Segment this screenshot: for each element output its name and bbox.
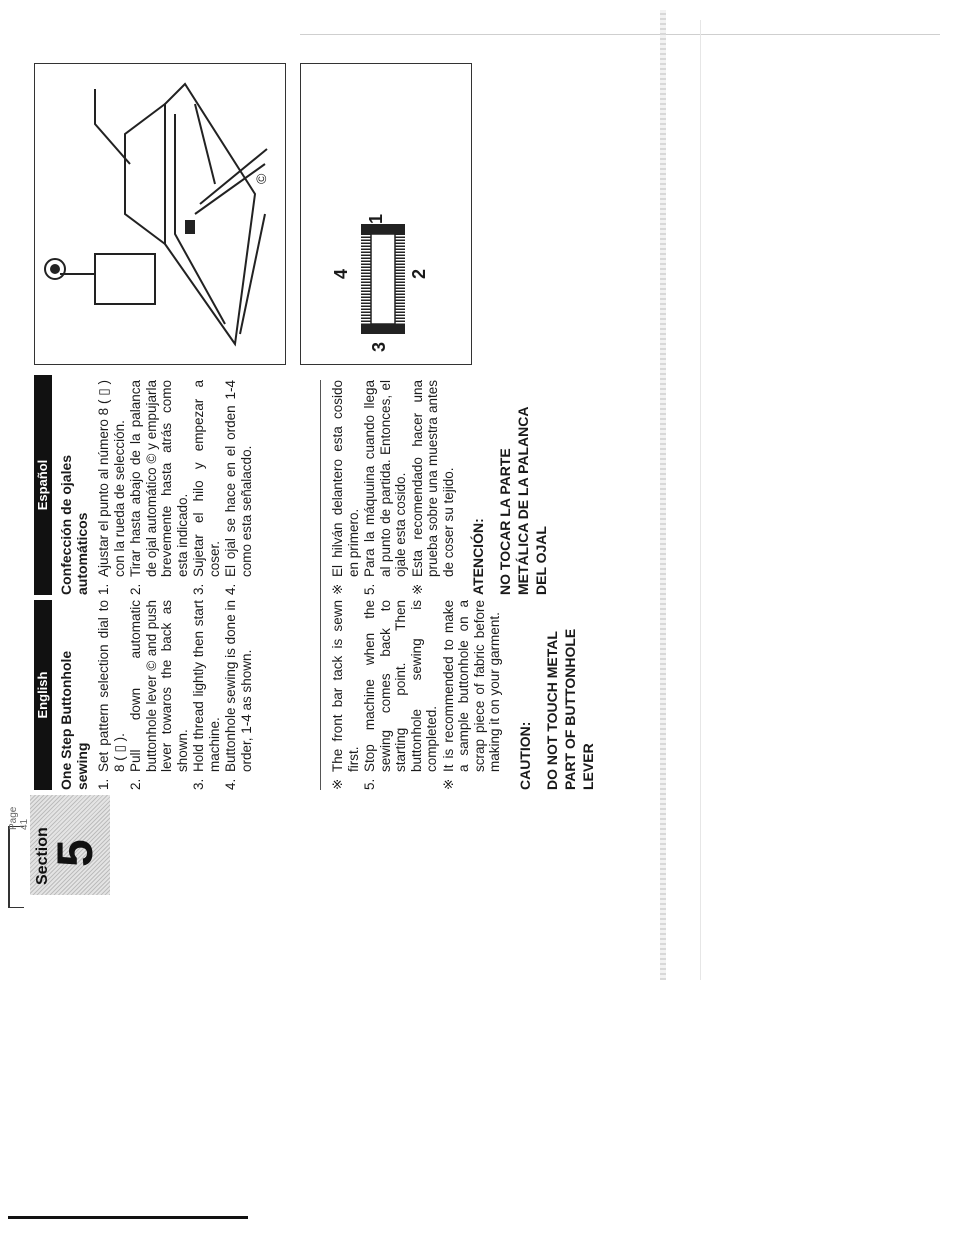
list-item: 1. Set pattern selection dial to 8 ( ▯ ). — [96, 600, 127, 790]
spanish-steps-column — [58, 380, 255, 595]
list-item: ※ Esta recomendado hacer una prueba sobre una muestra antes de coser su tejido. — [409, 380, 456, 595]
scan-edge-line — [700, 20, 701, 980]
buttonhole-diagram — [300, 63, 472, 365]
list-item: ※ El hilván delantero esta cosido en primero. — [330, 380, 361, 595]
english-title: One Step Buttonhole sewing — [58, 650, 90, 790]
list-item: 2. Pull down automatic buttonhole lever © and push lever towaros the back as shown. — [128, 600, 190, 790]
corner-bracket — [8, 826, 24, 908]
list-item: 4. Buttonhole sewing is done in order, 1-4 as shown. — [223, 600, 254, 790]
order-label: 2 — [409, 268, 429, 279]
list-item: 5. Para la máquuina cuando llega al punto de partida. Entonces, el ojale esta cosido. — [362, 380, 408, 595]
scan-edge — [660, 10, 666, 980]
list-item: ※ It is recommended to make a sample buttonhole on a scrap piece of fabric before making it on your garment. — [440, 600, 502, 790]
divider — [320, 380, 321, 790]
atencion-text: NO TOCAR LA PARTE METÁLICA DE LA PALANCA DEL OJAL — [497, 407, 549, 595]
rotated-content — [30, 30, 620, 885]
order-label: 4 — [331, 268, 351, 279]
list-item: ※ The front bar tack is sewn first. — [330, 600, 361, 790]
sewing-machine-icon — [35, 64, 285, 364]
list-item: 1. Ajustar el punto al número 8 ( ▯ ) con la rueda de selección. — [96, 380, 127, 595]
english-notes-column — [330, 600, 597, 790]
spanish-header: Español — [34, 375, 52, 595]
caution-label: CAUTION: — [516, 721, 533, 790]
spanish-notes-column — [330, 380, 550, 595]
lever-mark: © — [253, 173, 269, 184]
section-label: Section — [34, 827, 51, 885]
order-label: 3 — [369, 341, 389, 352]
section-number: 5 — [47, 839, 103, 867]
section-block — [30, 795, 110, 895]
spanish-notes — [330, 380, 456, 595]
caution-text: DO NOT TOUCH METAL PART OF BUTTONHOLE LEVER — [543, 628, 596, 790]
list-item: 4. El ojal se hace en el orden 1-4 como esta señalacdo. — [223, 380, 254, 595]
bottom-bar — [8, 1216, 248, 1219]
atencion-label: ATENCIÓN: — [470, 518, 486, 595]
english-header: English — [34, 600, 52, 790]
page-tag: Page 41 — [8, 806, 30, 830]
list-item: 2. Tirar hasta abajo de la palanca de ojal automático © y empujarla brevemente hasta atrás como esta indicado. — [128, 380, 190, 595]
english-steps-column — [58, 600, 255, 790]
list-item: 3. Sujetar el hilo y empezar a coser. — [191, 380, 222, 595]
spanish-title: Confección de ojales automáticos — [58, 454, 90, 595]
spanish-steps — [96, 380, 254, 595]
english-steps — [96, 600, 254, 790]
list-item: 5. Stop machine when the sewing comes back to starting point. Then buttonhole sewing is completed. — [362, 600, 439, 790]
order-label: 1 — [366, 213, 386, 224]
machine-illustration — [34, 63, 286, 365]
list-item: 3. Hold thread lightly then start machine. — [191, 600, 222, 790]
english-notes — [330, 600, 503, 790]
